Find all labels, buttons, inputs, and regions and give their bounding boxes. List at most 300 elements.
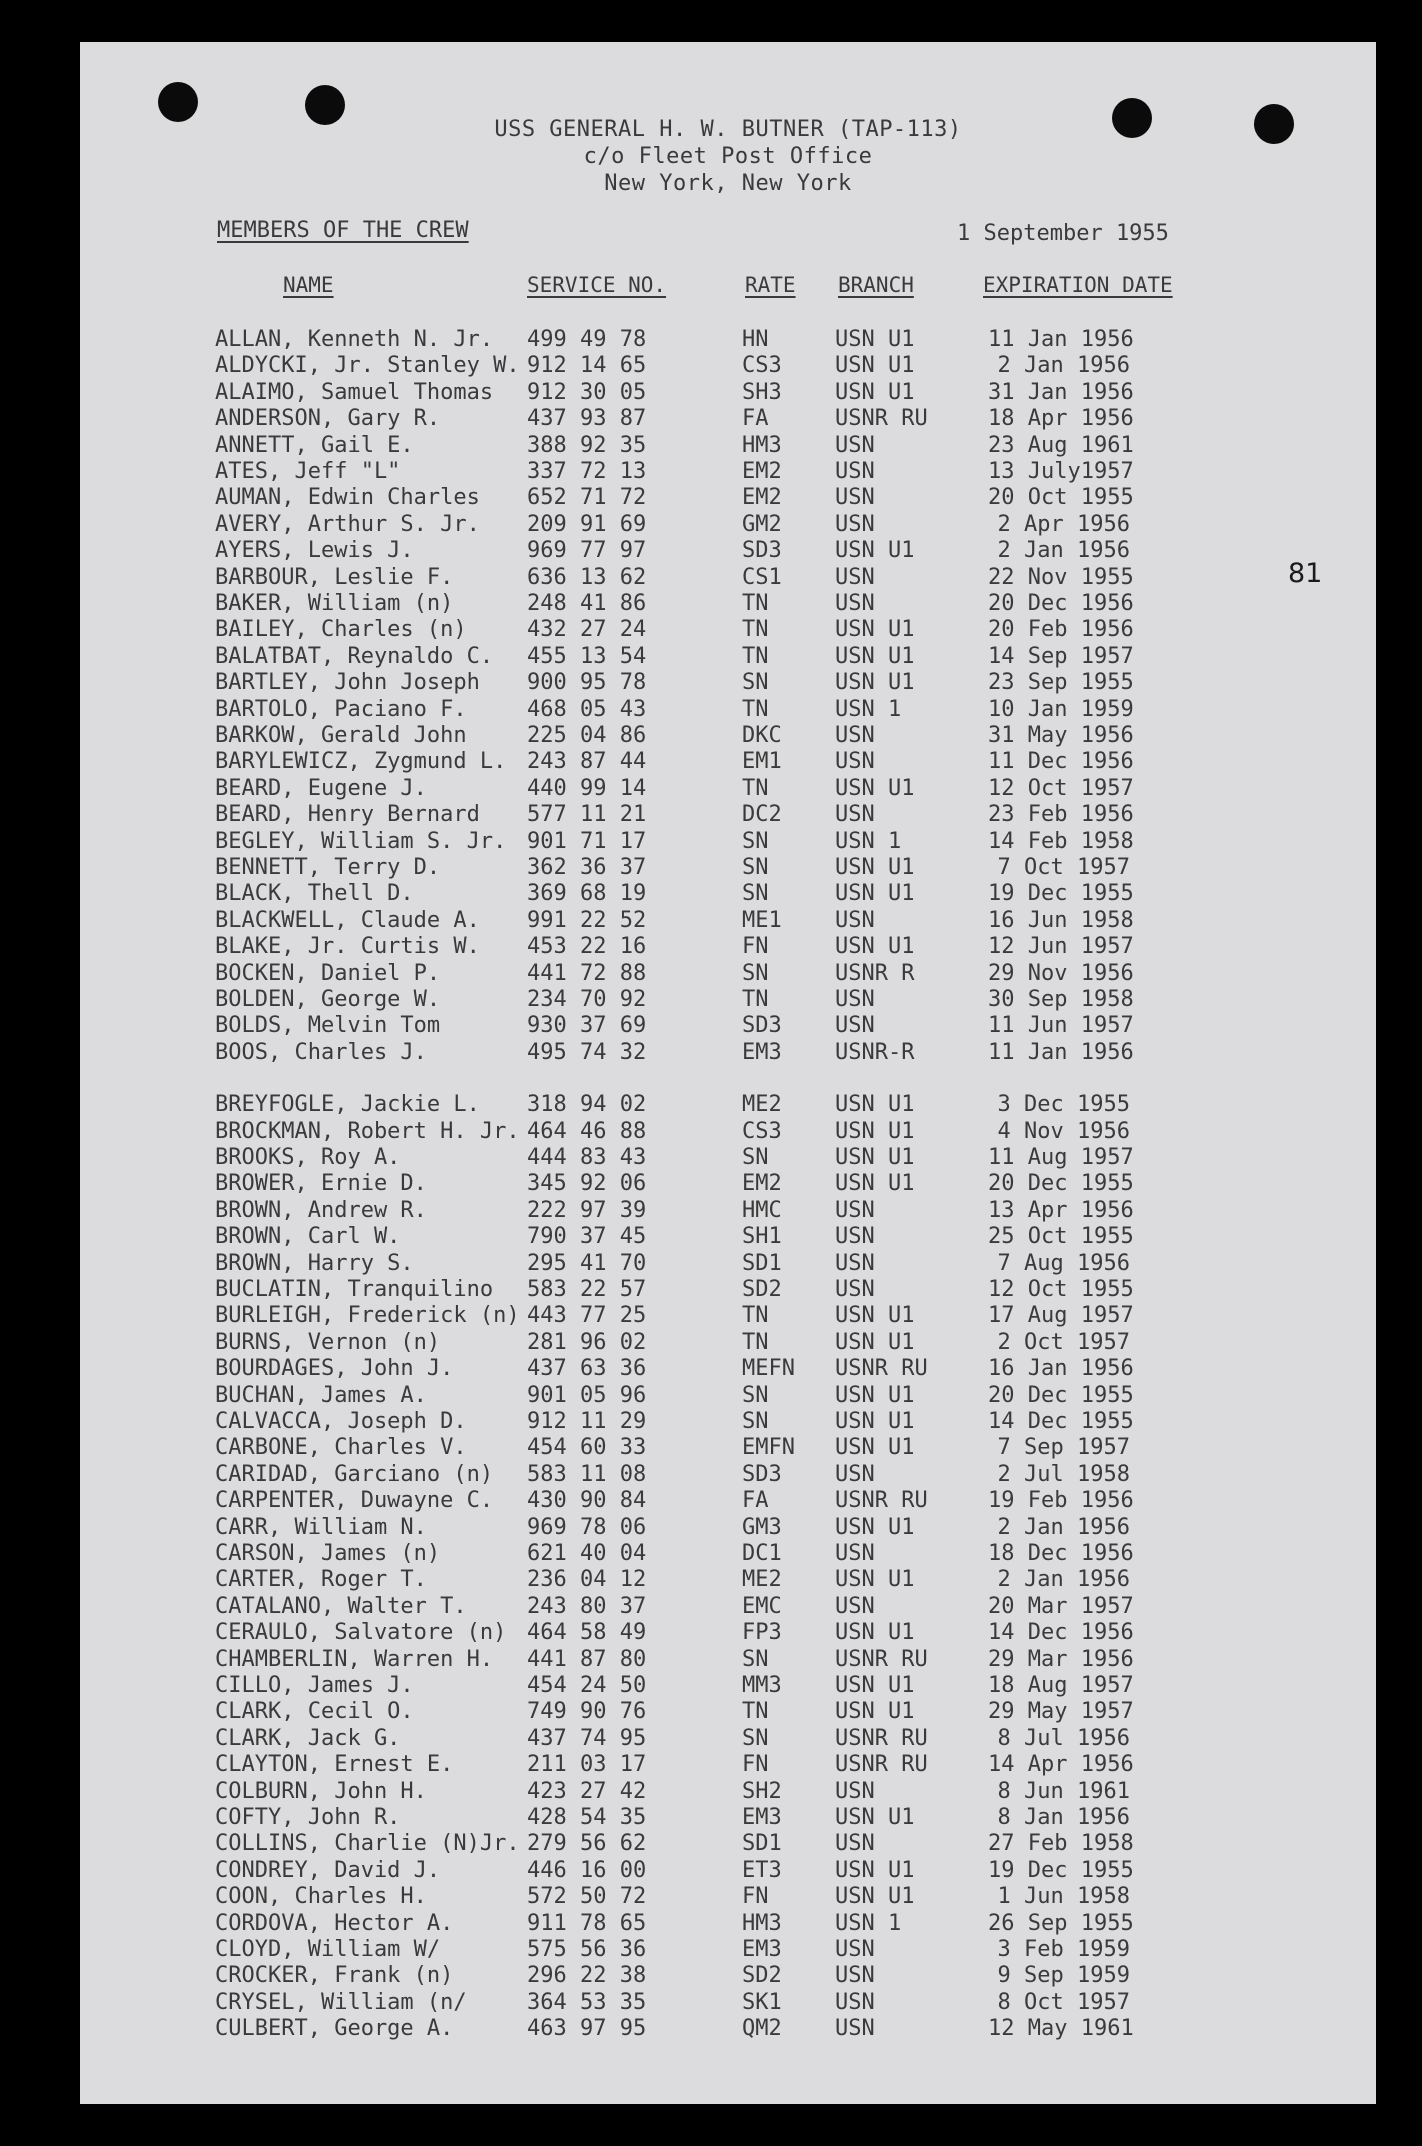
crew-name: ALLAN, Kenneth N. Jr. xyxy=(215,327,494,352)
crew-row xyxy=(80,1779,1376,1805)
expiration-date: 8 Jul 1956 xyxy=(997,1726,1130,1751)
rate: MM3 xyxy=(742,1673,782,1698)
service-number: 234 70 92 xyxy=(527,987,647,1012)
service-number: 453 22 16 xyxy=(527,934,647,959)
rate: SN xyxy=(742,1647,769,1672)
service-number: 636 13 62 xyxy=(527,565,647,590)
expiration-date: 18 Dec 1956 xyxy=(988,1541,1134,1566)
expiration-date: 31 Jan 1956 xyxy=(988,380,1134,405)
section-title: MEMBERS OF THE CREW xyxy=(217,218,469,243)
crew-name: COLBURN, John H. xyxy=(215,1779,427,1804)
expiration-date: 23 Aug 1961 xyxy=(988,433,1134,458)
expiration-date: 7 Aug 1956 xyxy=(997,1251,1130,1276)
rate: SH2 xyxy=(742,1779,782,1804)
crew-row xyxy=(80,1990,1376,2016)
crew-name: BROWN, Carl W. xyxy=(215,1224,401,1249)
expiration-date: 8 Oct 1957 xyxy=(997,1990,1130,2015)
rate: SH1 xyxy=(742,1224,782,1249)
crew-name: CLARK, Cecil O. xyxy=(215,1699,414,1724)
service-number: 225 04 86 xyxy=(527,723,647,748)
crew-name: BOLDS, Melvin Tom xyxy=(215,1013,441,1038)
column-header-name: NAME xyxy=(283,273,334,297)
crew-row xyxy=(80,1409,1376,1435)
expiration-date: 2 Jan 1956 xyxy=(997,1515,1130,1540)
crew-row xyxy=(80,512,1376,538)
page-number: 81 xyxy=(1288,558,1323,589)
branch: USN xyxy=(835,1251,875,1276)
expiration-date: 1 Jun 1958 xyxy=(997,1884,1130,1909)
rate: EM3 xyxy=(742,1937,782,1962)
branch: USN U1 xyxy=(835,1805,915,1830)
crew-name: BROWN, Andrew R. xyxy=(215,1198,427,1223)
service-number: 900 95 78 xyxy=(527,670,647,695)
rate: FA xyxy=(742,1488,769,1513)
rate: EMC xyxy=(742,1594,782,1619)
service-number: 437 93 87 xyxy=(527,406,647,431)
expiration-date: 2 Jan 1956 xyxy=(997,1567,1130,1592)
rate: EM2 xyxy=(742,485,782,510)
branch: USN U1 xyxy=(835,1145,915,1170)
crew-name: BUCLATIN, Tranquilino xyxy=(215,1277,494,1302)
branch: USN U1 xyxy=(835,1673,915,1698)
column-header-service-no: SERVICE NO. xyxy=(527,273,667,297)
expiration-date: 11 Aug 1957 xyxy=(988,1145,1134,1170)
crew-name: COFTY, John R. xyxy=(215,1805,401,1830)
crew-row xyxy=(80,1330,1376,1356)
service-number: 279 56 62 xyxy=(527,1831,647,1856)
crew-row xyxy=(80,485,1376,511)
expiration-date: 18 Apr 1956 xyxy=(988,406,1134,431)
expiration-date: 31 May 1956 xyxy=(988,723,1134,748)
rate: SD3 xyxy=(742,1462,782,1487)
service-number: 454 60 33 xyxy=(527,1435,647,1460)
branch: USN U1 xyxy=(835,1567,915,1592)
rate: SD1 xyxy=(742,1831,782,1856)
branch: USN U1 xyxy=(835,1620,915,1645)
rate: ET3 xyxy=(742,1858,782,1883)
service-number: 446 16 00 xyxy=(527,1858,647,1883)
expiration-date: 25 Oct 1955 xyxy=(988,1224,1134,1249)
crew-name: CERAULO, Salvatore (n) xyxy=(215,1620,507,1645)
branch: USN xyxy=(835,1990,875,2015)
expiration-date: 20 Dec 1956 xyxy=(988,591,1134,616)
crew-name: BAILEY, Charles (n) xyxy=(215,617,467,642)
branch: USN xyxy=(835,459,875,484)
service-number: 428 54 35 xyxy=(527,1805,647,1830)
rate: FN xyxy=(742,1884,769,1909)
rate: TN xyxy=(742,776,769,801)
service-number: 222 97 39 xyxy=(527,1198,647,1223)
rate: EM3 xyxy=(742,1040,782,1065)
branch: USN xyxy=(835,1963,875,1988)
crew-name: ATES, Jeff "L" xyxy=(215,459,401,484)
crew-name: BARBOUR, Leslie F. xyxy=(215,565,454,590)
crew-row xyxy=(80,1224,1376,1250)
rate: SD1 xyxy=(742,1251,782,1276)
service-number: 464 58 49 xyxy=(527,1620,647,1645)
branch: USN xyxy=(835,2016,875,2041)
rate: HN xyxy=(742,327,769,352)
crew-row xyxy=(80,2016,1376,2042)
crew-row xyxy=(80,644,1376,670)
expiration-date: 4 Nov 1956 xyxy=(997,1119,1130,1144)
crew-row xyxy=(80,380,1376,406)
expiration-date: 2 Oct 1957 xyxy=(997,1330,1130,1355)
branch: USN xyxy=(835,802,875,827)
rate: SD2 xyxy=(742,1963,782,1988)
crew-name: BARYLEWICZ, Zygmund L. xyxy=(215,749,507,774)
branch: USN xyxy=(835,1462,875,1487)
branch: USN xyxy=(835,591,875,616)
branch: USN xyxy=(835,987,875,1012)
crew-name: BROOKS, Roy A. xyxy=(215,1145,401,1170)
rate: SN xyxy=(742,881,769,906)
crew-row xyxy=(80,1831,1376,1857)
expiration-date: 9 Sep 1959 xyxy=(997,1963,1130,1988)
expiration-date: 8 Jun 1961 xyxy=(997,1779,1130,1804)
crew-row xyxy=(80,591,1376,617)
expiration-date: 23 Sep 1955 xyxy=(988,670,1134,695)
expiration-date: 29 May 1957 xyxy=(988,1699,1134,1724)
expiration-date: 16 Jun 1958 xyxy=(988,908,1134,933)
branch: USN xyxy=(835,908,875,933)
crew-name: BEGLEY, William S. Jr. xyxy=(215,829,507,854)
expiration-date: 16 Jan 1956 xyxy=(988,1356,1134,1381)
crew-row xyxy=(80,1040,1376,1066)
crew-row xyxy=(80,1462,1376,1488)
service-number: 912 14 65 xyxy=(527,353,647,378)
crew-row xyxy=(80,617,1376,643)
branch: USN 1 xyxy=(835,829,902,854)
expiration-date: 26 Sep 1955 xyxy=(988,1911,1134,1936)
crew-name: CARIDAD, Garciano (n) xyxy=(215,1462,494,1487)
branch: USN U1 xyxy=(835,1858,915,1883)
crew-name: COLLINS, Charlie (N)Jr. xyxy=(215,1831,520,1856)
rate: FN xyxy=(742,1752,769,1777)
crew-row xyxy=(80,829,1376,855)
service-number: 495 74 32 xyxy=(527,1040,647,1065)
branch: USN xyxy=(835,1224,875,1249)
crew-row xyxy=(80,1752,1376,1778)
branch: USN xyxy=(835,1198,875,1223)
letterhead xyxy=(80,116,1376,197)
service-number: 912 11 29 xyxy=(527,1409,647,1434)
service-number: 912 30 05 xyxy=(527,380,647,405)
branch: USN U1 xyxy=(835,1409,915,1434)
expiration-date: 14 Apr 1956 xyxy=(988,1752,1134,1777)
rate: SN xyxy=(742,961,769,986)
crew-name: BLACKWELL, Claude A. xyxy=(215,908,480,933)
branch: USN U1 xyxy=(835,855,915,880)
rate: FN xyxy=(742,934,769,959)
branch: USN U1 xyxy=(835,1383,915,1408)
crew-name: CARR, William N. xyxy=(215,1515,427,1540)
branch: USN U1 xyxy=(835,1515,915,1540)
rate: HM3 xyxy=(742,1911,782,1936)
crew-row xyxy=(80,723,1376,749)
rate: EM3 xyxy=(742,1805,782,1830)
crew-name: CARPENTER, Duwayne C. xyxy=(215,1488,494,1513)
branch: USN U1 xyxy=(835,353,915,378)
crew-row xyxy=(80,1435,1376,1461)
expiration-date: 11 Jan 1956 xyxy=(988,327,1134,352)
branch: USN U1 xyxy=(835,934,915,959)
rate: SN xyxy=(742,829,769,854)
crew-name: BROWER, Ernie D. xyxy=(215,1171,427,1196)
expiration-date: 19 Dec 1955 xyxy=(988,1858,1134,1883)
branch: USN U1 xyxy=(835,670,915,695)
branch: USN xyxy=(835,485,875,510)
expiration-date: 20 Feb 1956 xyxy=(988,617,1134,642)
service-number: 281 96 02 xyxy=(527,1330,647,1355)
service-number: 364 53 35 xyxy=(527,1990,647,2015)
city-line: New York, New York xyxy=(604,171,852,196)
service-number: 209 91 69 xyxy=(527,512,647,537)
rate: QM2 xyxy=(742,2016,782,2041)
expiration-date: 23 Feb 1956 xyxy=(988,802,1134,827)
crew-row xyxy=(80,1805,1376,1831)
branch: USN U1 xyxy=(835,1092,915,1117)
rate: SN xyxy=(742,1145,769,1170)
branch: USN U1 xyxy=(835,776,915,801)
expiration-date: 14 Dec 1955 xyxy=(988,1409,1134,1434)
crew-row xyxy=(80,961,1376,987)
expiration-date: 20 Oct 1955 xyxy=(988,485,1134,510)
expiration-date: 12 May 1961 xyxy=(988,2016,1134,2041)
rate: EM2 xyxy=(742,1171,782,1196)
rate: EM1 xyxy=(742,749,782,774)
branch: USN xyxy=(835,1013,875,1038)
rate: EMFN xyxy=(742,1435,795,1460)
crew-name: ANDERSON, Gary R. xyxy=(215,406,441,431)
service-number: 575 56 36 xyxy=(527,1937,647,1962)
service-number: 572 50 72 xyxy=(527,1884,647,1909)
crew-row xyxy=(80,670,1376,696)
rate: TN xyxy=(742,1699,769,1724)
column-header-rate: RATE xyxy=(745,273,796,297)
branch: USNR RU xyxy=(835,1647,928,1672)
crew-name: BOOS, Charles J. xyxy=(215,1040,427,1065)
service-number: 440 99 14 xyxy=(527,776,647,801)
crew-row xyxy=(80,1198,1376,1224)
rate: FP3 xyxy=(742,1620,782,1645)
rate: SD3 xyxy=(742,1013,782,1038)
expiration-date: 29 Mar 1956 xyxy=(988,1647,1134,1672)
service-number: 468 05 43 xyxy=(527,697,647,722)
expiration-date: 11 Jan 1956 xyxy=(988,1040,1134,1065)
rate: DC1 xyxy=(742,1541,782,1566)
expiration-date: 3 Dec 1955 xyxy=(997,1092,1130,1117)
crew-name: BARTLEY, John Joseph xyxy=(215,670,480,695)
rate: CS1 xyxy=(742,565,782,590)
service-number: 318 94 02 xyxy=(527,1092,647,1117)
rate: TN xyxy=(742,644,769,669)
crew-name: BEARD, Henry Bernard xyxy=(215,802,480,827)
branch: USN xyxy=(835,1541,875,1566)
service-number: 991 22 52 xyxy=(527,908,647,933)
rate: SK1 xyxy=(742,1990,782,2015)
branch: USN U1 xyxy=(835,1884,915,1909)
service-number: 455 13 54 xyxy=(527,644,647,669)
document-date: 1 September 1955 xyxy=(957,221,1169,246)
rate: EM2 xyxy=(742,459,782,484)
crew-row xyxy=(80,1541,1376,1567)
expiration-date: 12 Jun 1957 xyxy=(988,934,1134,959)
column-header-branch: BRANCH xyxy=(838,273,914,297)
expiration-date: 19 Dec 1955 xyxy=(988,881,1134,906)
document-page xyxy=(80,42,1376,2104)
expiration-date: 19 Feb 1956 xyxy=(988,1488,1134,1513)
rate: SD2 xyxy=(742,1277,782,1302)
expiration-date: 27 Feb 1958 xyxy=(988,1831,1134,1856)
crew-row xyxy=(80,406,1376,432)
rate: TN xyxy=(742,591,769,616)
crew-row xyxy=(80,697,1376,723)
service-number: 437 74 95 xyxy=(527,1726,647,1751)
expiration-date: 20 Mar 1957 xyxy=(988,1594,1134,1619)
crew-name: BALATBAT, Reynaldo C. xyxy=(215,644,494,669)
crew-row xyxy=(80,1911,1376,1937)
crew-row xyxy=(80,1594,1376,1620)
crew-row xyxy=(80,1277,1376,1303)
rate: SH3 xyxy=(742,380,782,405)
branch: USN U1 xyxy=(835,881,915,906)
crew-name: AUMAN, Edwin Charles xyxy=(215,485,480,510)
service-number: 236 04 12 xyxy=(527,1567,647,1592)
fleet-post-office: c/o Fleet Post Office xyxy=(583,144,873,169)
rate: DC2 xyxy=(742,802,782,827)
crew-name: CLARK, Jack G. xyxy=(215,1726,401,1751)
rate: TN xyxy=(742,987,769,1012)
crew-name: ALAIMO, Samuel Thomas xyxy=(215,380,494,405)
branch: USN xyxy=(835,565,875,590)
service-number: 464 46 88 xyxy=(527,1119,647,1144)
branch: USN U1 xyxy=(835,1699,915,1724)
crew-row xyxy=(80,1171,1376,1197)
crew-row xyxy=(80,1119,1376,1145)
crew-name: BOLDEN, George W. xyxy=(215,987,441,1012)
crew-row xyxy=(80,881,1376,907)
expiration-date: 13 July1957 xyxy=(988,459,1134,484)
service-number: 577 11 21 xyxy=(527,802,647,827)
expiration-date: 13 Apr 1956 xyxy=(988,1198,1134,1223)
branch: USN U1 xyxy=(835,1171,915,1196)
crew-row xyxy=(80,459,1376,485)
rate: HM3 xyxy=(742,433,782,458)
expiration-date: 20 Dec 1955 xyxy=(988,1171,1134,1196)
rate: FA xyxy=(742,406,769,431)
rate: CS3 xyxy=(742,1119,782,1144)
branch: USNR-R xyxy=(835,1040,915,1065)
branch: USN xyxy=(835,433,875,458)
branch: USN U1 xyxy=(835,644,915,669)
service-number: 211 03 17 xyxy=(527,1752,647,1777)
branch: USN U1 xyxy=(835,1303,915,1328)
rate: HMC xyxy=(742,1198,782,1223)
rate: GM3 xyxy=(742,1515,782,1540)
crew-row xyxy=(80,565,1376,591)
expiration-date: 30 Sep 1958 xyxy=(988,987,1134,1012)
rate: GM2 xyxy=(742,512,782,537)
service-number: 432 27 24 xyxy=(527,617,647,642)
branch: USN U1 xyxy=(835,617,915,642)
expiration-date: 17 Aug 1957 xyxy=(988,1303,1134,1328)
expiration-date: 7 Oct 1957 xyxy=(997,855,1130,880)
crew-name: COON, Charles H. xyxy=(215,1884,427,1909)
service-number: 454 24 50 xyxy=(527,1673,647,1698)
crew-row xyxy=(80,1383,1376,1409)
crew-name: BROCKMAN, Robert H. Jr. xyxy=(215,1119,520,1144)
crew-name: CATALANO, Walter T. xyxy=(215,1594,467,1619)
crew-name: CLOYD, William W/ xyxy=(215,1937,441,1962)
expiration-date: 11 Dec 1956 xyxy=(988,749,1134,774)
crew-row xyxy=(80,1963,1376,1989)
crew-row xyxy=(80,1937,1376,1963)
service-number: 444 83 43 xyxy=(527,1145,647,1170)
rate: SN xyxy=(742,1409,769,1434)
crew-row xyxy=(80,327,1376,353)
crew-row xyxy=(80,1303,1376,1329)
service-number: 583 11 08 xyxy=(527,1462,647,1487)
service-number: 652 71 72 xyxy=(527,485,647,510)
branch: USN xyxy=(835,512,875,537)
crew-name: BARTOLO, Paciano F. xyxy=(215,697,467,722)
crew-name: CILLO, James J. xyxy=(215,1673,414,1698)
expiration-date: 14 Feb 1958 xyxy=(988,829,1134,854)
crew-name: BREYFOGLE, Jackie L. xyxy=(215,1092,480,1117)
rate: SN xyxy=(742,670,769,695)
crew-name: BENNETT, Terry D. xyxy=(215,855,441,880)
crew-name: CULBERT, George A. xyxy=(215,2016,454,2041)
crew-row xyxy=(80,1647,1376,1673)
rate: SD3 xyxy=(742,538,782,563)
rate: SN xyxy=(742,855,769,880)
crew-row xyxy=(80,538,1376,564)
expiration-date: 29 Nov 1956 xyxy=(988,961,1134,986)
crew-row xyxy=(80,1092,1376,1118)
service-number: 437 63 36 xyxy=(527,1356,647,1381)
crew-row xyxy=(80,1488,1376,1514)
service-number: 243 80 37 xyxy=(527,1594,647,1619)
service-number: 621 40 04 xyxy=(527,1541,647,1566)
rate: TN xyxy=(742,1330,769,1355)
crew-row xyxy=(80,934,1376,960)
rate: DKC xyxy=(742,723,782,748)
branch: USN xyxy=(835,1831,875,1856)
branch: USN U1 xyxy=(835,1330,915,1355)
service-number: 388 92 35 xyxy=(527,433,647,458)
branch: USN U1 xyxy=(835,1119,915,1144)
service-number: 362 36 37 xyxy=(527,855,647,880)
crew-row xyxy=(80,1145,1376,1171)
service-number: 441 72 88 xyxy=(527,961,647,986)
branch: USNR RU xyxy=(835,1356,928,1381)
crew-name: CROCKER, Frank (n) xyxy=(215,1963,454,1988)
service-number: 248 41 86 xyxy=(527,591,647,616)
crew-name: BARKOW, Gerald John xyxy=(215,723,467,748)
crew-row xyxy=(80,353,1376,379)
crew-row xyxy=(80,1567,1376,1593)
crew-row xyxy=(80,855,1376,881)
service-number: 337 72 13 xyxy=(527,459,647,484)
service-number: 441 87 80 xyxy=(527,1647,647,1672)
branch: USNR R xyxy=(835,961,915,986)
rate: CS3 xyxy=(742,353,782,378)
branch: USNR RU xyxy=(835,1752,928,1777)
service-number: 369 68 19 xyxy=(527,881,647,906)
crew-name: CALVACCA, Joseph D. xyxy=(215,1409,467,1434)
branch: USN xyxy=(835,1594,875,1619)
